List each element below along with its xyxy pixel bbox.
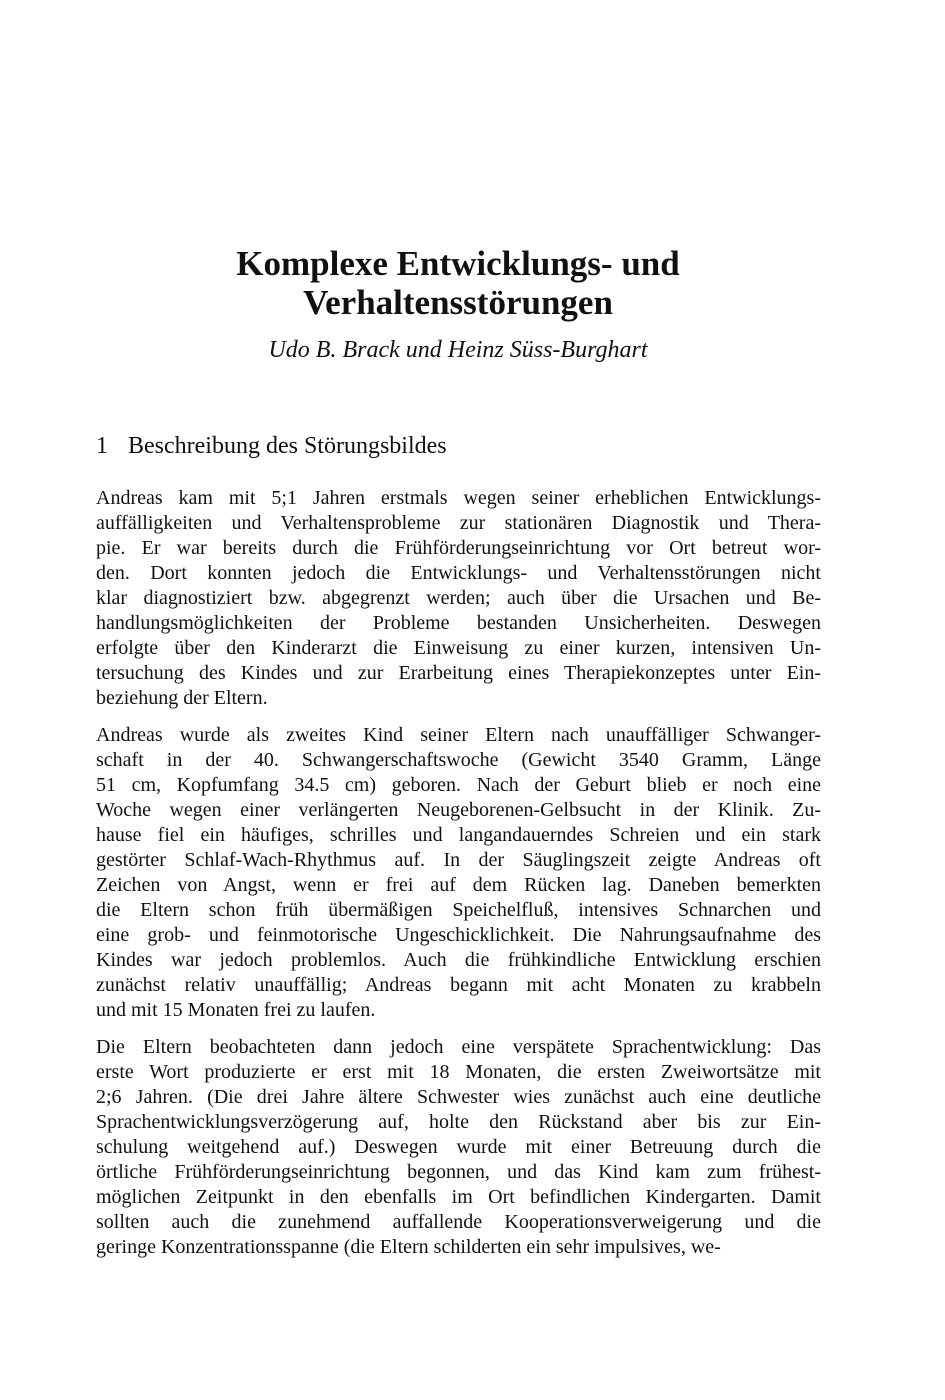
text-line: 51 cm, Kopfumfang 34.5 cm) geboren. Nach der Geburt blieb er noch eine (96, 774, 821, 796)
text-line: handlungsmöglichkeiten der Probleme bestanden Unsicherheiten. Deswegen (96, 612, 821, 634)
section-number: 1 (96, 433, 108, 459)
text-line: pie. Er war bereits durch die Frühförderungseinrichtung vor Ort betreut wor- (96, 537, 821, 559)
text-line: und mit 15 Monaten frei zu laufen. (96, 999, 376, 1021)
authors: Udo B. Brack und Heinz Süss-Burghart (268, 337, 648, 363)
paragraph (96, 486, 821, 711)
text-line: gestörter Schlaf-Wach-Rhythmus auf. In der Säuglingszeit zeigte Andreas oft (96, 849, 821, 871)
title-line-1: Komplexe Entwicklungs- und (236, 244, 680, 283)
text-line: 2;6 Jahren. (Die drei Jahre ältere Schwester wies zunächst auch eine deutliche (96, 1086, 821, 1108)
text-line: zunächst relativ unauffällig; Andreas begann mit acht Monaten zu krabbeln (96, 974, 821, 996)
text-line: den. Dort konnten jedoch die Entwicklungs- und Verhaltensstörungen nicht (96, 562, 821, 584)
text-line: örtliche Frühförderungseinrichtung begonnen, und das Kind kam zum frühest- (96, 1161, 821, 1183)
text-line: Andreas wurde als zweites Kind seiner Eltern nach unauffälliger Schwanger- (96, 724, 821, 746)
text-line: schaft in der 40. Schwangerschaftswoche (Gewicht 3540 Gramm, Länge (96, 749, 821, 771)
paragraph (96, 1035, 821, 1260)
text-line: Zeichen von Angst, wenn er frei auf dem Rücken lag. Daneben bemerkten (96, 874, 821, 896)
text-line: klar diagnostiziert bzw. abgegrenzt werden; auch über die Ursachen und Be- (96, 587, 821, 609)
text-line: tersuchung des Kindes und zur Erarbeitung eines Therapiekonzeptes unter Ein- (96, 662, 821, 684)
text-line: Sprachentwicklungsverzögerung auf, holte den Rückstand aber bis zur Ein- (96, 1111, 821, 1133)
section-title: Beschreibung des Störungsbildes (128, 433, 447, 459)
paper-title (0, 244, 916, 322)
text-line: geringe Konzentrationsspanne (die Eltern schilderten ein sehr impulsives, we- (96, 1236, 721, 1258)
text-line: auffälligkeiten und Verhaltensprobleme zur stationären Diagnostik und Thera- (96, 512, 821, 534)
text-line: erfolgte über den Kinderarzt die Einweisung zu einer kurzen, intensiven Un- (96, 637, 821, 659)
section-heading (96, 432, 447, 460)
body-text (96, 486, 821, 1272)
title-line-2: Verhaltensstörungen (303, 283, 613, 322)
text-line: die Eltern schon früh übermäßigen Speichelfluß, intensives Schnarchen und (96, 899, 821, 921)
title-block (0, 244, 916, 364)
text-line: eine grob- und feinmotorische Ungeschicklichkeit. Die Nahrungsaufnahme des (96, 924, 821, 946)
text-line: schulung weitgehend auf.) Deswegen wurde mit einer Betreuung durch die (96, 1136, 821, 1158)
text-line: hause fiel ein häufiges, schrilles und langandauerndes Schreien und ein stark (96, 824, 821, 846)
text-line: möglichen Zeitpunkt in den ebenfalls im Ort befindlichen Kindergarten. Damit (96, 1186, 821, 1208)
text-line: Kindes war jedoch problemlos. Auch die frühkindliche Entwicklung erschien (96, 949, 821, 971)
text-line: Woche wegen einer verlängerten Neugeborenen-Gelbsucht in der Klinik. Zu- (96, 799, 821, 821)
text-line: Die Eltern beobachteten dann jedoch eine verspätete Sprachentwicklung: Das (96, 1036, 821, 1058)
text-line: beziehung der Eltern. (96, 687, 268, 709)
text-line: sollten auch die zunehmend auffallende Kooperationsverweigerung und die (96, 1211, 821, 1233)
text-line: erste Wort produzierte er erst mit 18 Monaten, die ersten Zweiwortsätze mit (96, 1061, 821, 1083)
paragraph (96, 723, 821, 1023)
text-line: Andreas kam mit 5;1 Jahren erstmals wegen seiner erheblichen Entwicklungs- (96, 487, 821, 509)
